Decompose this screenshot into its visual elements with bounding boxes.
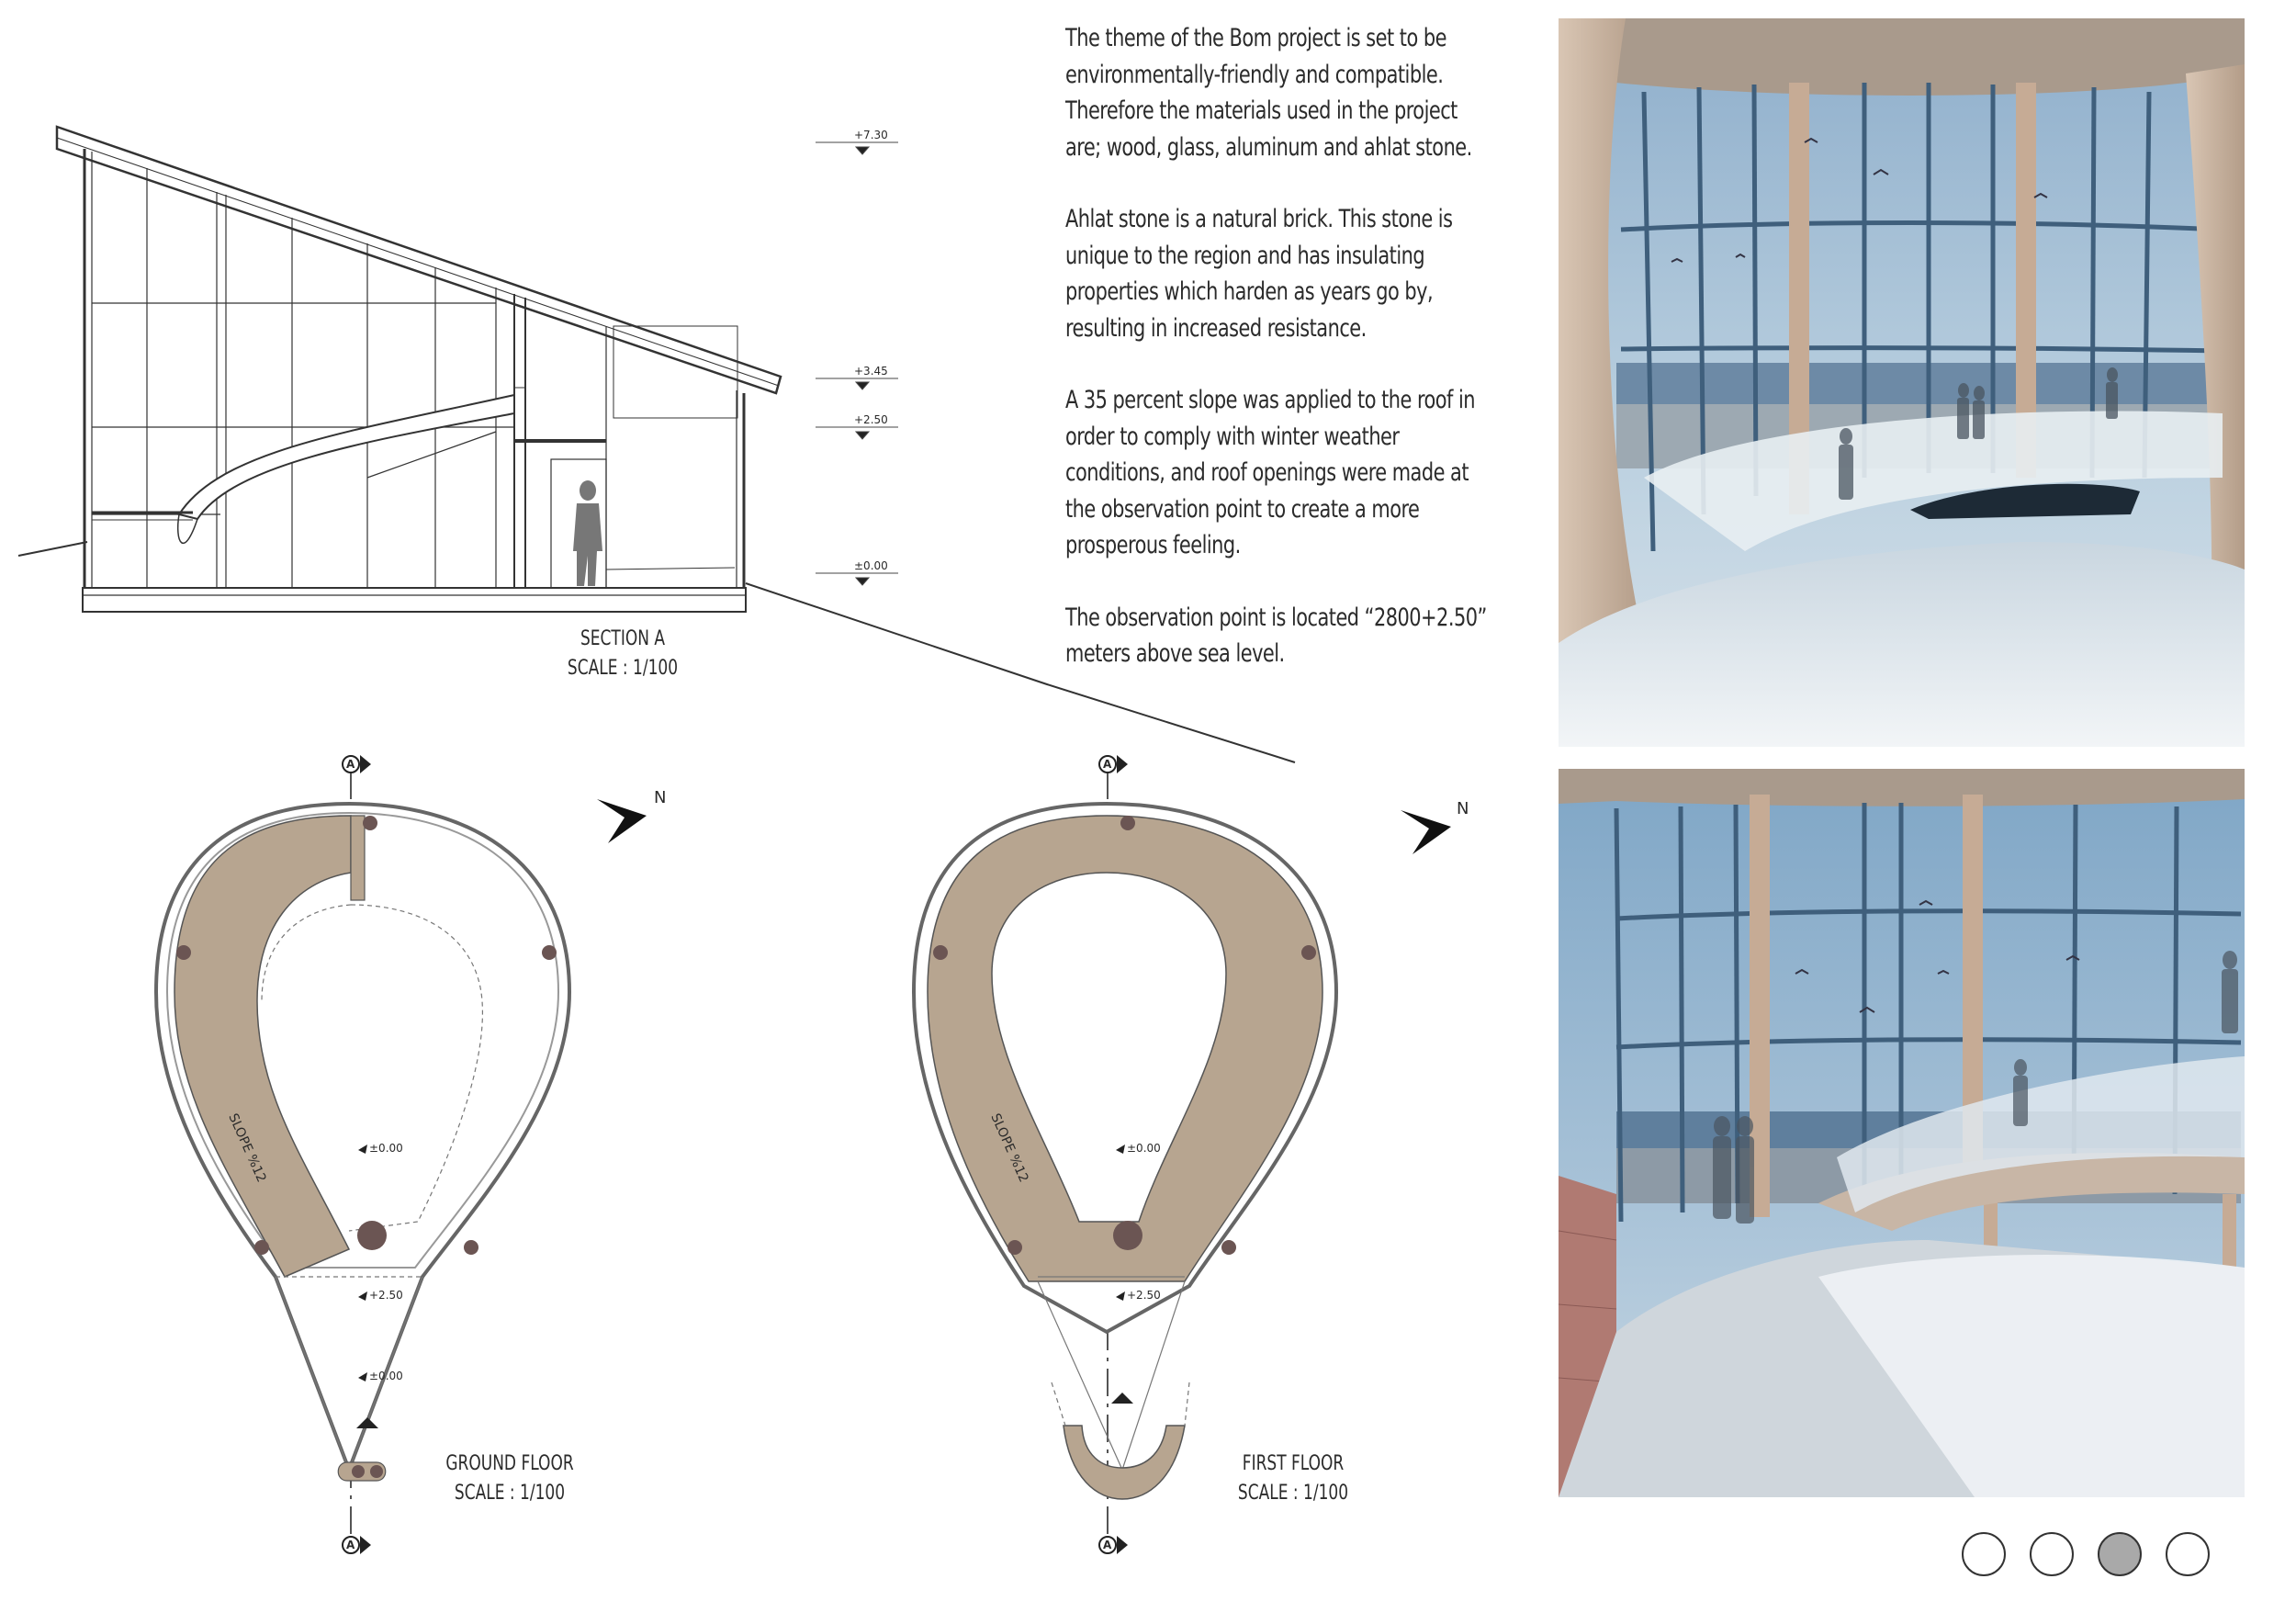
ground-floor-scale: SCALE : 1/100 <box>454 1482 566 1505</box>
first-section-marker-top: A <box>1103 758 1112 771</box>
ground-floor-caption <box>431 1449 589 1508</box>
section-level-label: +3.45 <box>854 365 888 378</box>
page-dot-2[interactable] <box>2030 1532 2074 1576</box>
description-paragraph-2: Ahlat stone is a natural brick. This stone is unique to the region and has insulating properties which harden as years go by, resulting in increased resistance. <box>1065 205 1453 343</box>
first-floor-caption <box>1214 1449 1372 1508</box>
terrain-line-left <box>18 542 87 556</box>
first-north-label: N <box>1457 799 1469 818</box>
description-paragraph-4: The observation point is located “2800+2.50” meters above sea level. <box>1065 603 1487 668</box>
first-section-marker-bottom: A <box>1103 1539 1112 1551</box>
page-dot-3-active[interactable] <box>2098 1532 2142 1576</box>
level-markers <box>816 142 898 585</box>
ground-floor-title: GROUND FLOOR <box>445 1452 574 1475</box>
ground-section-marker-top: A <box>346 758 355 771</box>
section-scale: SCALE : 1/100 <box>567 657 679 680</box>
section-caption <box>544 625 702 683</box>
description-paragraph-1: The theme of the Bom project is set to be environmentally-friendly and compatible. Therefore the materials used in the project are; wood, glass, aluminum and ahlat stone. <box>1065 24 1472 162</box>
section-level-label: +2.50 <box>854 413 888 426</box>
ground-slope-label: SLOPE %12 <box>225 1111 269 1185</box>
section-level-label: +7.30 <box>854 129 888 141</box>
ground-floor-plan <box>156 755 647 1554</box>
ground-level-label: ±0.00 <box>369 1142 403 1155</box>
section-level-label: ±0.00 <box>854 559 888 572</box>
ground-section-marker-bottom: A <box>346 1539 355 1551</box>
ground-level-label: ±0.00 <box>369 1370 403 1382</box>
ground-level-label: +2.50 <box>369 1289 403 1302</box>
first-floor-plan <box>914 755 1451 1554</box>
section-a-drawing <box>57 127 781 612</box>
ground-north-label: N <box>654 788 667 807</box>
page-dot-1[interactable] <box>1962 1532 2006 1576</box>
interior-render-top <box>1559 18 2245 747</box>
first-floor-title: FIRST FLOOR <box>1242 1452 1345 1475</box>
section-title: SECTION A <box>580 627 666 650</box>
interior-render-bottom <box>1559 769 2245 1497</box>
description-paragraph-3: A 35 percent slope was applied to the roof in order to comply with winter weather conditions, and roof openings were made at the observation point to create a more prosperous feeling. <box>1065 386 1476 559</box>
first-slope-label: SLOPE %12 <box>987 1111 1031 1185</box>
page-dot-4[interactable] <box>2166 1532 2210 1576</box>
human-scale-figure <box>573 480 602 586</box>
first-level-label: +2.50 <box>1127 1289 1161 1302</box>
first-level-label: ±0.00 <box>1127 1142 1161 1155</box>
first-floor-scale: SCALE : 1/100 <box>1237 1482 1349 1505</box>
terrain-line-right <box>746 583 1295 762</box>
